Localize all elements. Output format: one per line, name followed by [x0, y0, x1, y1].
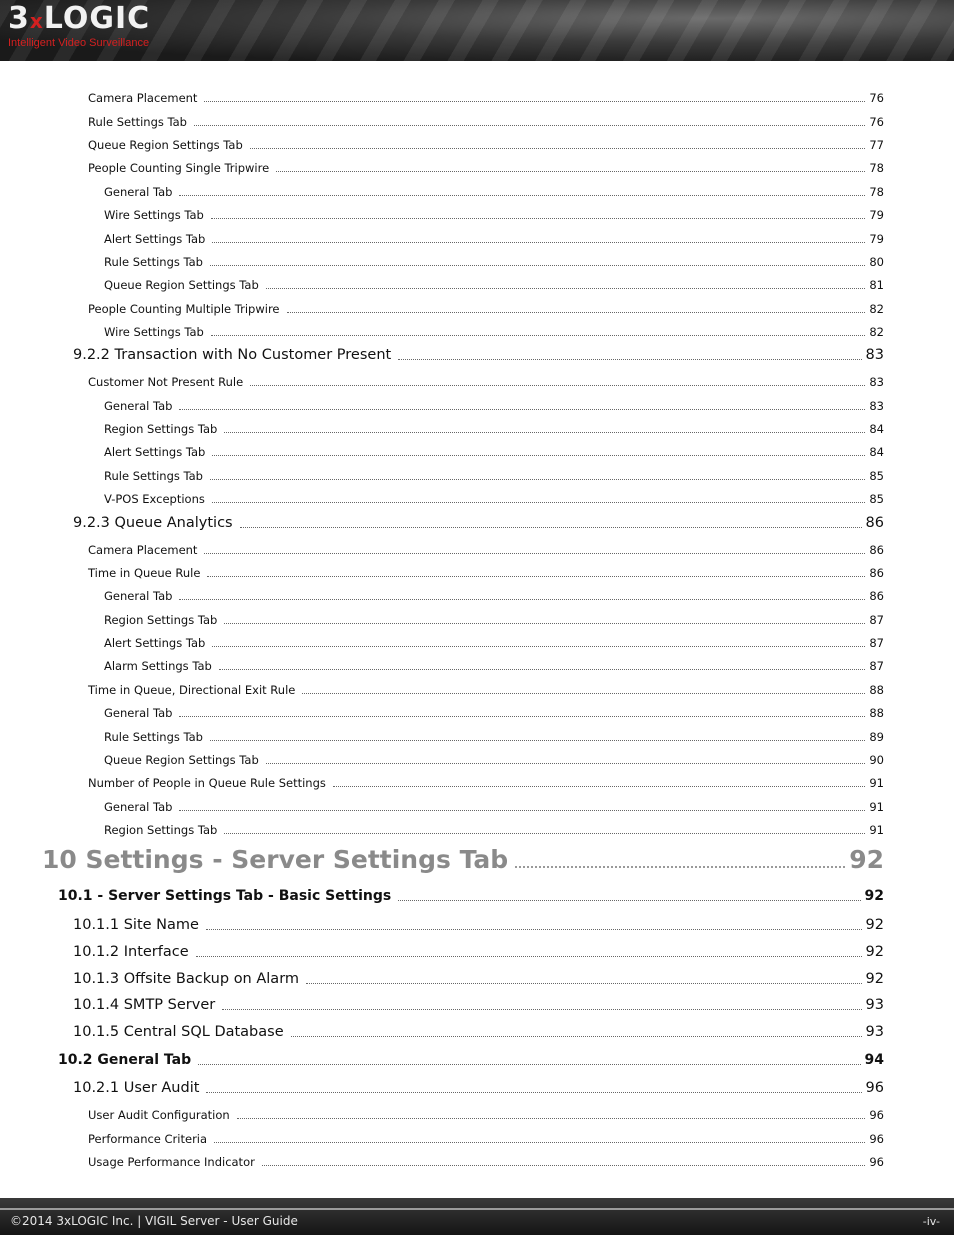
toc-entry-page: 87 [869, 635, 884, 650]
toc-entry-page: 78 [869, 160, 884, 175]
toc-entry-page: 91 [869, 799, 884, 814]
toc-entry-page: 96 [869, 1131, 884, 1146]
page-header [0, 0, 954, 61]
toc-entry[interactable] [73, 1024, 884, 1040]
toc-entry[interactable] [73, 971, 884, 987]
toc-entry-title: Customer Not Present Rule [88, 374, 244, 389]
logo-x: x [29, 9, 44, 33]
dot-leader [302, 692, 865, 694]
dot-leader [237, 1117, 866, 1119]
toc-entry[interactable] [42, 845, 884, 874]
dot-leader [211, 217, 866, 219]
dot-leader [194, 124, 865, 126]
toc-entry[interactable] [104, 589, 884, 603]
toc-entry-page: 77 [869, 137, 884, 152]
dot-leader [198, 1063, 860, 1065]
dot-leader [250, 147, 866, 149]
toc-entry[interactable] [104, 399, 884, 413]
toc-entry-page: 93 [865, 1023, 884, 1040]
toc-entry[interactable] [73, 347, 884, 363]
toc-entry[interactable] [104, 706, 884, 720]
toc-entry-page: 96 [869, 1107, 884, 1122]
toc-entry-page: 90 [869, 752, 884, 767]
toc-entry[interactable] [88, 375, 884, 389]
toc-entry-page: 92 [865, 970, 884, 987]
toc-entry[interactable] [104, 753, 884, 767]
toc-entry-page: 80 [869, 254, 884, 269]
toc-entry-title: Region Settings Tab [104, 822, 218, 837]
toc-entry-title: Time in Queue Rule [88, 565, 201, 580]
dot-leader [210, 478, 865, 480]
toc-entry-title: General Tab [104, 588, 173, 603]
dot-leader [291, 1035, 862, 1037]
toc-entry-title: 9.2.3 Queue Analytics [73, 514, 233, 531]
dot-leader [206, 1091, 861, 1093]
toc-entry-page: 85 [869, 468, 884, 483]
toc-entry[interactable] [88, 1132, 884, 1146]
toc-entry-title: Usage Performance Indicator [88, 1154, 255, 1169]
toc-entry-title: 10 Settings - Server Settings Tab [42, 845, 509, 874]
dot-leader [179, 408, 865, 410]
toc-entry-page: 92 [849, 845, 884, 874]
toc-entry-page: 96 [865, 1079, 884, 1096]
toc-entry-page: 79 [869, 231, 884, 246]
dot-leader [262, 1164, 866, 1166]
toc-entry-title: Queue Region Settings Tab [88, 137, 243, 152]
dot-leader [206, 928, 862, 930]
dot-leader [179, 715, 865, 717]
toc-entry-page: 82 [869, 301, 884, 316]
toc-entry[interactable] [104, 278, 884, 292]
dot-leader [210, 739, 865, 741]
toc-entry-title: Queue Region Settings Tab [104, 752, 259, 767]
toc-entry-title: Wire Settings Tab [104, 324, 204, 339]
toc-entry-page: 84 [869, 421, 884, 436]
toc-entry[interactable] [88, 683, 884, 697]
toc-entry[interactable] [58, 888, 884, 904]
toc-entry[interactable] [73, 1080, 884, 1096]
dot-leader [212, 454, 865, 456]
dot-leader [398, 899, 860, 901]
footer-divider [0, 1208, 954, 1210]
toc-entry-page: 91 [869, 775, 884, 790]
footer-page-number: -iv- [922, 1215, 940, 1228]
toc-entry[interactable] [88, 91, 884, 105]
toc-entry-title: Alarm Settings Tab [104, 658, 212, 673]
toc-entry-title: Queue Region Settings Tab [104, 277, 259, 292]
toc-entry-title: Alert Settings Tab [104, 444, 206, 459]
toc-entry[interactable] [104, 325, 884, 339]
footer-copyright: ©2014 3xLOGIC Inc. | VIGIL Server - User Guide [10, 1214, 298, 1228]
toc-entry-page: 91 [869, 822, 884, 837]
dot-leader [204, 100, 865, 102]
toc-entry-title: Rule Settings Tab [88, 114, 187, 129]
dot-leader [266, 762, 866, 764]
logo-tagline: Intelligent Video Surveillance [8, 37, 150, 49]
dot-leader [179, 194, 865, 196]
toc-entry-title: 10.1.4 SMTP Server [73, 996, 216, 1013]
toc-entry-title: Performance Criteria [88, 1131, 208, 1146]
toc-entry[interactable] [88, 776, 884, 790]
dot-leader [212, 645, 865, 647]
toc-entry-title: 10.2.1 User Audit [73, 1079, 200, 1096]
toc-entry[interactable] [104, 613, 884, 627]
logo-suffix: LOGIC [43, 1, 151, 36]
toc-entry[interactable] [88, 1108, 884, 1122]
toc-entry[interactable] [88, 115, 884, 129]
toc-entry-title: 10.1.3 Offsite Backup on Alarm [73, 970, 300, 987]
dot-leader [224, 832, 865, 834]
toc-entry-title: Alert Settings Tab [104, 231, 206, 246]
toc-entry[interactable] [88, 161, 884, 175]
dot-leader [196, 955, 862, 957]
dot-leader [212, 241, 865, 243]
dot-leader [250, 384, 865, 386]
toc-entry-title: Camera Placement [88, 542, 198, 557]
toc-entry-page: 87 [869, 612, 884, 627]
dot-leader [224, 431, 865, 433]
toc-entry[interactable] [104, 422, 884, 436]
toc-entry-page: 86 [869, 588, 884, 603]
toc-entry-page: 81 [869, 277, 884, 292]
dot-leader [210, 264, 865, 266]
toc-entry[interactable] [88, 543, 884, 557]
toc-entry-page: 86 [869, 542, 884, 557]
toc-entry-title: Rule Settings Tab [104, 254, 203, 269]
toc-entry-title: Region Settings Tab [104, 612, 218, 627]
toc-entry-title: General Tab [104, 398, 173, 413]
toc-entry-page: 83 [865, 346, 884, 363]
dot-leader [306, 982, 862, 984]
toc-entry-page: 92 [865, 916, 884, 933]
dot-leader [219, 668, 866, 670]
toc-entry-title: Wire Settings Tab [104, 207, 204, 222]
toc-entry-page: 78 [869, 184, 884, 199]
toc-entry-title: 10.1.1 Site Name [73, 916, 199, 933]
toc-entry[interactable] [88, 138, 884, 152]
toc-entry-title: Region Settings Tab [104, 421, 218, 436]
toc-entry-title: General Tab [104, 705, 173, 720]
toc-entry-title: 10.2 General Tab [58, 1052, 192, 1068]
dot-leader [211, 334, 866, 336]
toc-entry-page: 82 [869, 324, 884, 339]
toc-entry[interactable] [73, 997, 884, 1013]
toc-entry-page: 88 [869, 682, 884, 697]
dot-leader [333, 785, 865, 787]
toc-entry[interactable] [104, 469, 884, 483]
toc-entry-page: 76 [869, 90, 884, 105]
toc-entry-page: 92 [865, 943, 884, 960]
toc-entry-title: 9.2.2 Transaction with No Customer Present [73, 346, 392, 363]
toc-entry-page: 83 [869, 398, 884, 413]
toc-entry[interactable] [104, 659, 884, 673]
toc-entry-page: 84 [869, 444, 884, 459]
toc-entry[interactable] [73, 515, 884, 531]
toc-entry-title: 10.1.2 Interface [73, 943, 189, 960]
toc-entry-title: Time in Queue, Directional Exit Rule [88, 682, 296, 697]
toc-entry-page: 88 [869, 705, 884, 720]
toc-entry-title: Number of People in Queue Rule Settings [88, 775, 326, 790]
toc-entry[interactable] [104, 636, 884, 650]
toc-entry-title: 10.1.5 Central SQL Database [73, 1023, 284, 1040]
dot-leader [276, 170, 865, 172]
toc-entry-page: 76 [869, 114, 884, 129]
toc-entry[interactable] [104, 185, 884, 199]
dot-leader [515, 865, 845, 868]
toc-entry[interactable] [88, 302, 884, 316]
toc-entry-page: 94 [864, 1052, 884, 1068]
toc-entry[interactable] [88, 566, 884, 580]
page-footer [0, 1198, 954, 1235]
toc-entry-page: 96 [869, 1154, 884, 1169]
dot-leader [212, 501, 865, 503]
toc-entry-title: General Tab [104, 184, 173, 199]
toc-entry-page: 86 [865, 514, 884, 531]
toc-entry-page: 89 [869, 729, 884, 744]
toc-entry[interactable] [104, 823, 884, 837]
toc-entry[interactable] [104, 730, 884, 744]
dot-leader [204, 552, 865, 554]
toc-entry-title: V-POS Exceptions [104, 491, 205, 506]
toc-entry[interactable] [104, 208, 884, 222]
toc-entry[interactable] [73, 917, 884, 933]
toc-entry-page: 85 [869, 491, 884, 506]
toc-entry[interactable] [104, 800, 884, 814]
dot-leader [224, 622, 865, 624]
toc-entry[interactable] [58, 1052, 884, 1068]
dot-leader [214, 1141, 865, 1143]
dot-leader [398, 358, 861, 360]
toc-entry[interactable] [104, 255, 884, 269]
toc-entry-page: 87 [869, 658, 884, 673]
toc-entry[interactable] [73, 944, 884, 960]
toc-entry-page: 83 [869, 374, 884, 389]
toc-entry-title: Camera Placement [88, 90, 198, 105]
toc-entry[interactable] [104, 492, 884, 506]
company-logo [8, 2, 150, 49]
dot-leader [222, 1008, 861, 1010]
dot-leader [266, 287, 866, 289]
dot-leader [287, 311, 866, 313]
toc-entry-title: People Counting Multiple Tripwire [88, 301, 280, 316]
toc-entry-title: 10.1 - Server Settings Tab - Basic Settings [58, 888, 392, 904]
toc-entry-title: General Tab [104, 799, 173, 814]
dot-leader [240, 526, 862, 528]
toc-entry-title: Rule Settings Tab [104, 729, 203, 744]
toc-entry-page: 92 [864, 888, 884, 904]
toc-entry-title: Rule Settings Tab [104, 468, 203, 483]
toc-entry[interactable] [88, 1155, 884, 1169]
toc-entry[interactable] [104, 445, 884, 459]
toc-entry-page: 93 [865, 996, 884, 1013]
toc-entry-title: People Counting Single Tripwire [88, 160, 270, 175]
dot-leader [179, 809, 865, 811]
toc-entry-page: 79 [869, 207, 884, 222]
dot-leader [179, 598, 865, 600]
toc-entry-title: User Audit Configuration [88, 1107, 230, 1122]
toc-entry-title: Alert Settings Tab [104, 635, 206, 650]
toc-entry[interactable] [104, 232, 884, 246]
logo-prefix: 3 [8, 1, 30, 36]
toc-entry-page: 86 [869, 565, 884, 580]
dot-leader [207, 575, 865, 577]
